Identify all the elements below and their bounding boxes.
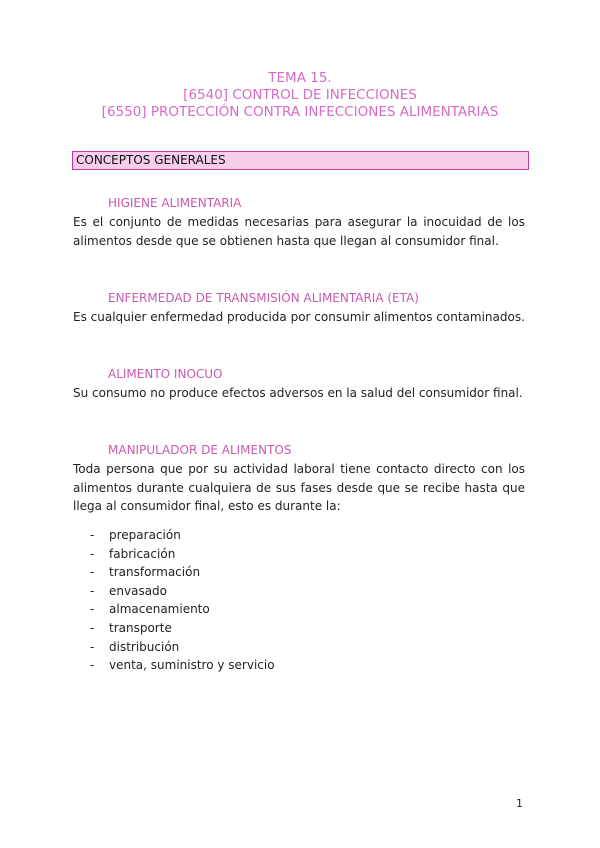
bullet-dash: -	[90, 602, 95, 617]
bullet-dash: -	[90, 639, 95, 654]
title-line-2: [6540] CONTROL DE INFECCIONES	[183, 87, 417, 103]
list-item-text: almacenamiento	[109, 602, 210, 617]
page-title	[0, 70, 600, 121]
bullet-dash: -	[90, 658, 95, 673]
list-item-text: venta, suministro y servicio	[109, 658, 275, 673]
heading-manipulador-de-alimentos: MANIPULADOR DE ALIMENTOS	[108, 443, 292, 457]
list-item	[90, 600, 275, 619]
list-item-text: distribución	[109, 639, 180, 654]
heading-alimento-inocuo: ALIMENTO INOCUO	[108, 367, 223, 381]
list-item-text: envasado	[109, 583, 168, 598]
list-item	[90, 656, 275, 675]
bullet-dash: -	[90, 583, 95, 598]
heading-eta: ENFERMEDAD DE TRANSMISIÓN ALIMENTARIA (ETA)	[108, 291, 419, 305]
list-item-text: transformación	[109, 565, 201, 580]
paragraph-higiene-alimentaria: Es el conjunto de medidas necesarias para asegurar la inocuidad de los alimentos desde que se obtienen hasta que llegan al consumidor final.	[73, 215, 525, 248]
bullet-dash: -	[90, 620, 95, 635]
list-item-text: transporte	[109, 620, 172, 635]
list-item	[90, 638, 275, 657]
list-item-text: fabricación	[109, 546, 176, 561]
section-header-conceptos-generales: CONCEPTOS GENERALES	[72, 151, 529, 170]
bullet-dash: -	[90, 528, 95, 542]
page-number: 1	[516, 797, 523, 810]
paragraph-alimento-inocuo: Su consumo no produce efectos adversos en la salud del consumidor final.	[73, 386, 523, 400]
list-item	[90, 619, 275, 638]
bullet-list	[90, 526, 275, 675]
list-item	[90, 563, 275, 582]
title-line-1: TEMA 15.	[268, 70, 332, 86]
list-item-text: preparación	[109, 528, 181, 542]
list-item	[90, 545, 275, 564]
paragraph-eta: Es cualquier enfermedad producida por consumir alimentos contaminados.	[73, 310, 525, 324]
paragraph-manipulador-de-alimentos: Toda persona que por su actividad laboral tiene contacto directo con los alimentos durante cualquiera de sus fases desde que se recibe hasta que llega al consumidor final, esto es durante la:	[73, 462, 525, 513]
bullet-dash: -	[90, 546, 95, 561]
bullet-dash: -	[90, 565, 95, 580]
heading-higiene-alimentaria: HIGIENE ALIMENTARIA	[108, 196, 242, 210]
list-item	[90, 526, 275, 545]
title-line-3: [6550] PROTECCIÓN CONTRA INFECCIONES ALIMENTARIAS	[101, 104, 499, 120]
list-item	[90, 582, 275, 601]
